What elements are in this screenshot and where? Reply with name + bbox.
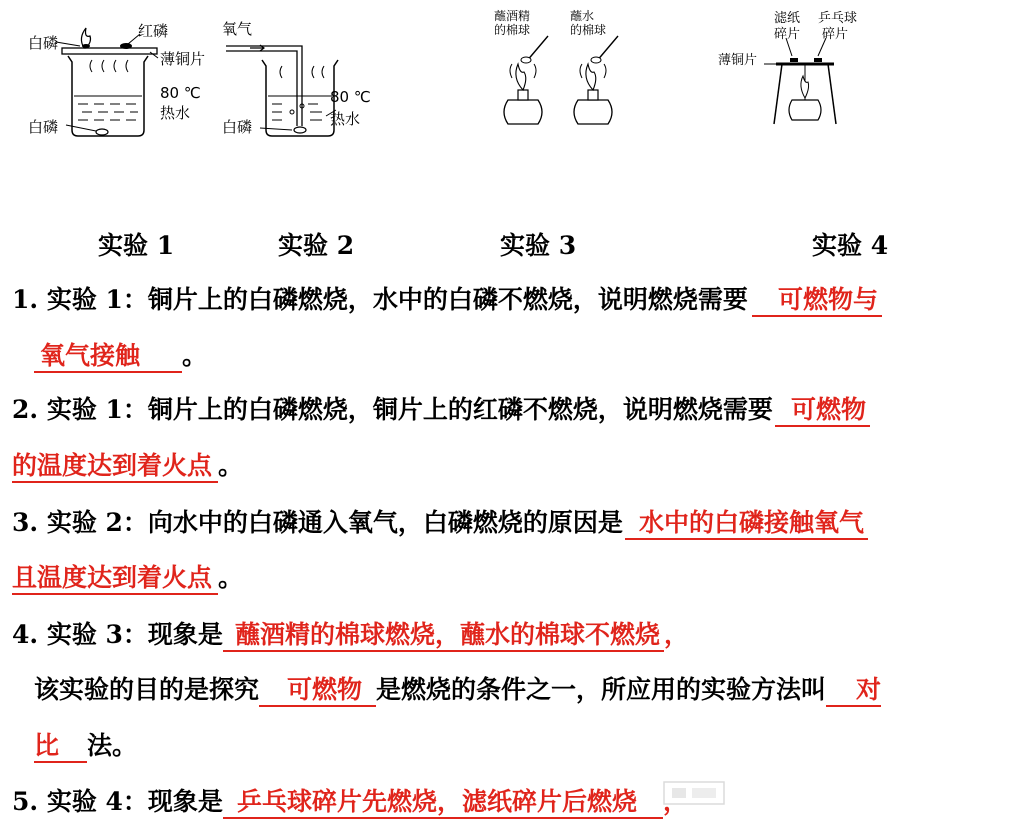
question-1-text: 实验 1：铜片上的白磷燃烧，水中的白磷不燃烧，说明燃烧需要	[46, 285, 748, 314]
figure-experiment-3	[490, 8, 630, 134]
caption-experiment-4: 实验 4	[812, 231, 889, 260]
label-temperature-2: 80 ℃	[330, 88, 371, 106]
label-white-phosphorus-bottom: 白磷	[28, 118, 59, 136]
experiment-4-diagram	[718, 8, 878, 134]
question-1-line-1	[12, 282, 882, 318]
caption-experiment-3: 实验 3	[500, 231, 577, 260]
label-filter-paper-1: 滤纸	[774, 11, 801, 26]
question-4-answer-part-1: 蘸酒精的棉球燃烧，蘸水的棉球不燃烧	[223, 620, 664, 652]
caption-experiment-2: 实验 2	[278, 231, 355, 260]
question-5-number: 5.	[12, 787, 39, 816]
caption-experiment-1: 实验 1	[98, 231, 175, 260]
experiment-1-diagram	[20, 14, 210, 144]
question-4-line-1	[12, 617, 689, 653]
question-2-number: 2.	[12, 395, 39, 424]
question-4-answer-part-3: 对	[826, 675, 881, 707]
question-4-text-2: 该实验的目的是探究	[34, 675, 260, 704]
label-pingpong-1: 乒乓球	[818, 11, 858, 26]
experiment-2-diagram	[220, 14, 390, 144]
question-4-answer-part-2: 可燃物	[259, 675, 376, 707]
label-copper-plate: 薄铜片	[160, 50, 206, 68]
question-4-text-3: 是燃烧的条件之一，所应用的实验方法叫	[376, 675, 827, 704]
label-alcohol-cotton-1: 蘸酒精	[494, 9, 531, 23]
question-2-text: 实验 1：铜片上的白磷燃烧，铜片上的红磷不燃烧，说明燃烧需要	[46, 395, 773, 424]
question-5-text: 实验 4：现象是	[46, 787, 223, 816]
question-3-text: 实验 2：向水中的白磷通入氧气，白磷燃烧的原因是	[46, 508, 623, 537]
question-1-end: 。	[182, 341, 208, 370]
label-water-cotton-1: 蘸水	[570, 9, 595, 23]
question-1-line-2	[34, 338, 207, 374]
label-hot-water-2: 热水	[330, 110, 361, 128]
question-4-number: 4.	[12, 620, 39, 649]
figure-experiment-2	[220, 14, 390, 144]
label-red-phosphorus: 红磷	[138, 22, 169, 40]
figure-experiment-1	[20, 14, 210, 144]
question-3-number: 3.	[12, 508, 39, 537]
question-2-line-2	[12, 448, 243, 484]
question-3-answer-part-1: 水中的白磷接触氧气	[625, 508, 868, 540]
label-water-cotton-2: 的棉球	[570, 23, 607, 37]
label-hot-water: 热水	[160, 104, 191, 122]
figure-experiment-4	[718, 8, 878, 134]
label-white-phosphorus-top: 白磷	[28, 34, 59, 52]
label-alcohol-cotton-2: 的棉球	[494, 23, 531, 37]
question-4-text: 实验 3：现象是	[46, 620, 223, 649]
question-4-line-2	[34, 672, 881, 708]
question-2-end: 。	[218, 451, 244, 480]
question-5-end: ，	[662, 787, 688, 816]
question-2-answer-part-2: 的温度达到着火点	[12, 451, 218, 483]
question-3-line-1	[12, 505, 868, 541]
watermark-mark	[662, 780, 726, 806]
label-filter-paper-2: 碎片	[774, 27, 801, 42]
experiment-3-diagram	[490, 8, 630, 134]
label-temperature: 80 ℃	[160, 84, 201, 102]
question-5-line-1	[12, 784, 688, 820]
question-2-line-1	[12, 392, 870, 428]
question-4-line-3	[34, 728, 137, 764]
question-5-answer-part-1: 乒乓球碎片先燃烧，滤纸碎片后燃烧	[223, 787, 663, 819]
label-copper-plate-4: 薄铜片	[718, 53, 758, 68]
question-3-end: 。	[218, 563, 244, 592]
question-4-comma: ，	[663, 620, 689, 649]
label-pingpong-2: 碎片	[822, 27, 849, 42]
question-2-answer-part-1: 可燃物	[775, 395, 870, 427]
question-1-number: 1.	[12, 285, 39, 314]
question-4-text-4: 法。	[87, 731, 138, 760]
question-1-answer-part-2: 氧气接触	[34, 341, 182, 373]
question-3-answer-part-2: 且温度达到着火点	[12, 563, 218, 595]
question-4-answer-part-4: 比	[34, 731, 87, 763]
label-oxygen: 氧气	[222, 20, 253, 38]
question-1-answer-part-1: 可燃物与	[752, 285, 882, 317]
label-white-phosphorus-2: 白磷	[222, 118, 253, 136]
question-3-line-2	[12, 560, 243, 596]
